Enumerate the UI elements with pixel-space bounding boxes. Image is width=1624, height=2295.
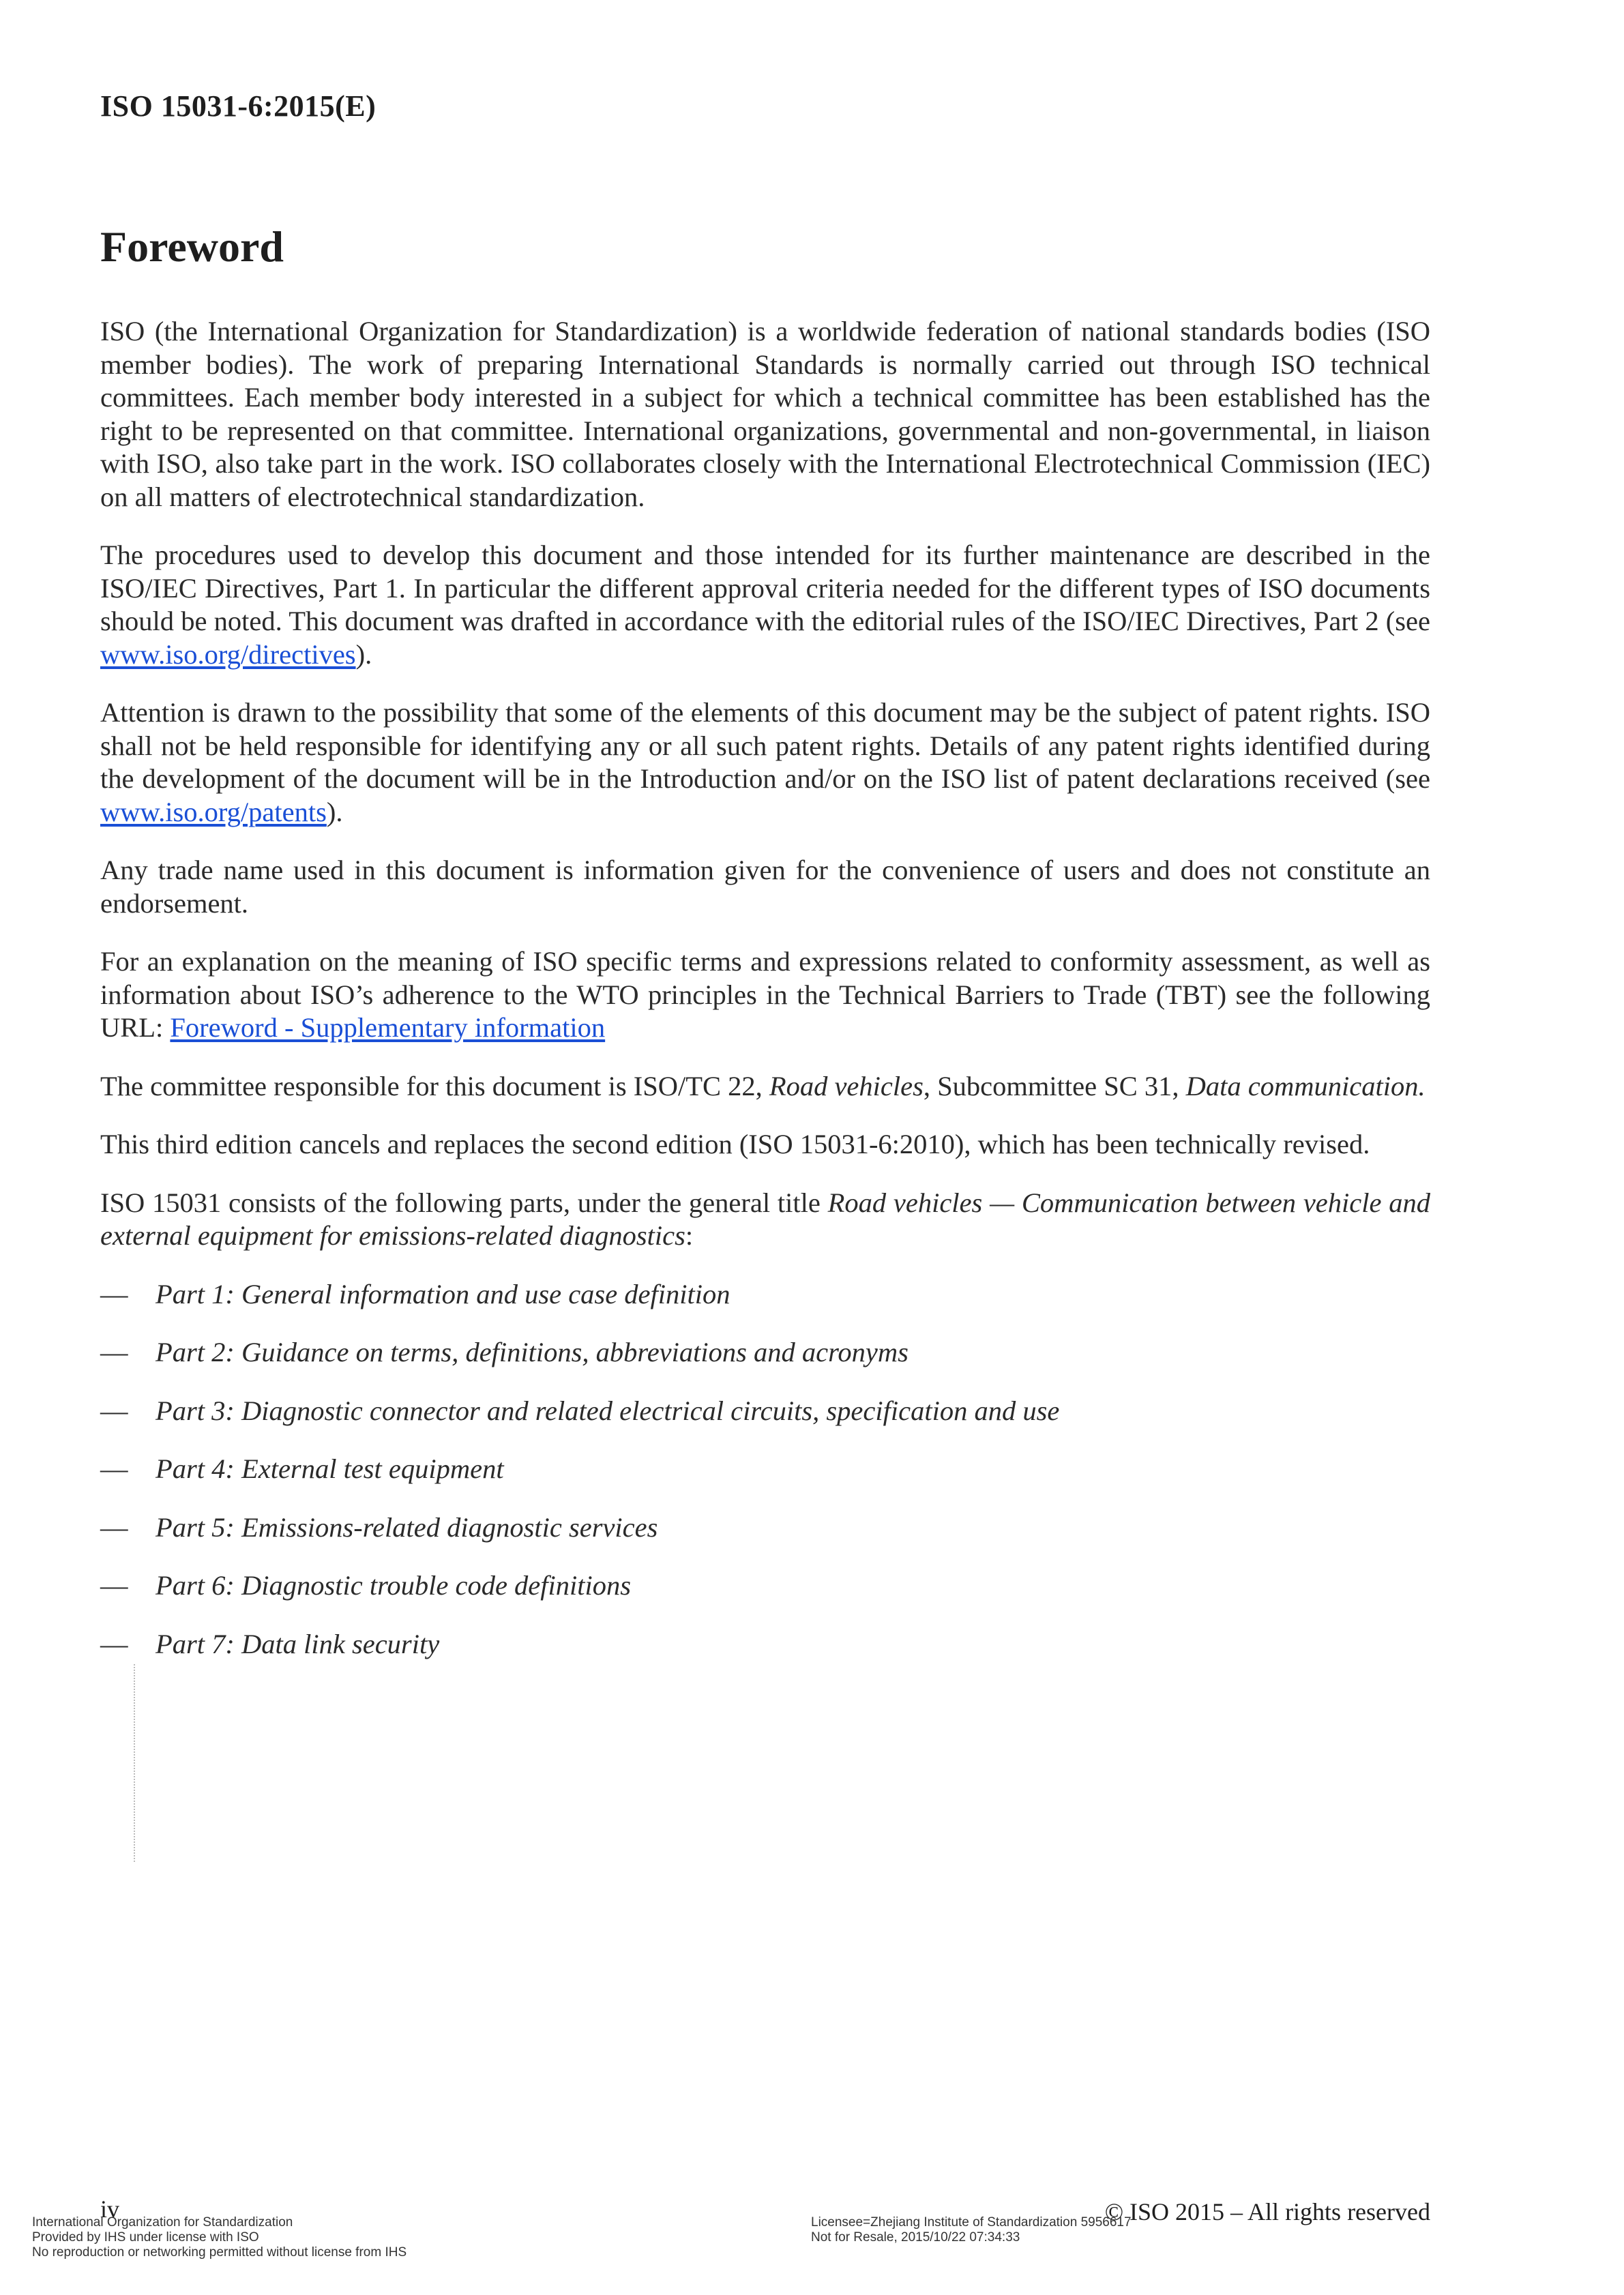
footer-line: Provided by IHS under license with ISO — [32, 2230, 259, 2245]
paragraph-patents — [100, 696, 1430, 829]
footer-line: Licensee=Zhejiang Institute of Standardization 5956617 — [811, 2215, 1132, 2230]
page-number: iv — [100, 2195, 120, 2223]
dash-bullet: — — [100, 1337, 128, 1367]
part-title: Part 4: External test equipment — [156, 1453, 504, 1484]
paragraph-text: ISO 15031 consists of the following parts, under the general title — [100, 1187, 828, 1218]
subcommittee-name: Data communication. — [1185, 1070, 1426, 1101]
list-item — [100, 1628, 1430, 1661]
dash-bullet: — — [100, 1628, 128, 1659]
list-item — [100, 1278, 1430, 1312]
paragraph-iso-intro: ISO (the International Organization for Standardization) is a worldwide federation of national standards bodies (ISO member bodies). The work of preparing International Standards is normally carried out through ISO technical committees. Each member body interested in a subject for which a technical committee has been established has the right to be represented on that committee. International organizations, governmental and non-governmental, in liaison with ISO, also take part in the work. ISO collaborates closely with the International Electrotechnical Commission (IEC) on all matters of electrotechnical standardization. — [100, 316, 1430, 512]
list-item — [100, 1453, 1430, 1486]
part-title: Part 1: General information and use case definition — [156, 1278, 730, 1309]
paragraph-text: ). — [355, 638, 372, 670]
list-item — [100, 1395, 1430, 1428]
paragraph-text: , Subcommittee SC 31, — [923, 1070, 1186, 1101]
paragraph-text: The procedures used to develop this document and those intended for its further maintenance are described in the ISO/IEC Directives, Part 1. In particular the different approval criteria needed for the different types of ISO documents should be noted. This document was drafted in accordance with the editorial rules of the ISO/IEC Directives, Part 2 (see — [100, 539, 1430, 636]
paragraph-parts-intro — [100, 1187, 1430, 1253]
supplementary-info-link[interactable]: Foreword - Supplementary information — [170, 1012, 606, 1043]
paragraph-text: For an explanation on the meaning of ISO specific terms and expressions related to conformity assessment, as well as information about ISO’s adherence to the WTO principles in the Technical Barriers to Trade (TBT) see the following URL: — [100, 946, 1430, 1043]
parts-list — [100, 1278, 1430, 1661]
dash-bullet: — — [100, 1395, 128, 1426]
dotted-margin-mark — [134, 1664, 135, 1862]
foreword-body — [100, 315, 1430, 1686]
paragraph-text: : — [685, 1220, 694, 1251]
footer-line: No reproduction or networking permitted without license from IHS — [32, 2245, 407, 2260]
part-title: Part 6: Diagnostic trouble code definitions — [156, 1570, 632, 1601]
dash-bullet: — — [100, 1511, 128, 1543]
footer-line: Not for Resale, 2015/10/22 07:34:33 — [811, 2230, 1020, 2245]
paragraph-text: The committee responsible for this document is ISO/TC 22, — [100, 1070, 769, 1101]
paragraph-text: Attention is drawn to the possibility that some of the elements of this document may be the subject of patent rights. ISO shall not be held responsible for identifying any or all such patent rights. Details of any patent rights identified during the development of the document will be in the Introduction and/or on the ISO list of patent declarations received (see — [100, 697, 1430, 794]
copyright-notice: © ISO 2015 – All rights reserved — [1104, 2198, 1430, 2225]
directives-link[interactable]: www.iso.org/directives — [100, 638, 356, 670]
dash-bullet: — — [100, 1453, 128, 1484]
general-title: Road vehicles — Communication between vehicle and external equipment for emissions-related diagnostics — [100, 1187, 1430, 1251]
paragraph-trade-name: Any trade name used in this document is information given for the convenience of users and does not constitute an endorsement. — [100, 855, 1430, 919]
footer-line: International Organization for Standardization — [32, 2215, 293, 2230]
document-id-header: ISO 15031-6:2015(E) — [100, 89, 377, 123]
patents-link[interactable]: www.iso.org/patents — [100, 796, 327, 827]
committee-name: Road vehicles — [769, 1070, 924, 1101]
dash-bullet: — — [100, 1278, 128, 1309]
part-title: Part 7: Data link security — [156, 1628, 440, 1659]
list-item — [100, 1511, 1430, 1545]
page-title: Foreword — [100, 222, 284, 271]
license-footer-left — [32, 2215, 407, 2260]
part-title: Part 5: Emissions-related diagnostic services — [156, 1511, 658, 1543]
list-item — [100, 1336, 1430, 1369]
part-title: Part 3: Diagnostic connector and related electrical circuits, specification and use — [156, 1395, 1060, 1426]
paragraph-conformity — [100, 945, 1430, 1045]
paragraph-text: ). — [326, 796, 343, 827]
paragraph-committee — [100, 1070, 1430, 1104]
dash-bullet: — — [100, 1570, 128, 1601]
license-footer-middle — [811, 2215, 1132, 2245]
paragraph-edition: This third edition cancels and replaces the second edition (ISO 15031-6:2010), which has been technically revised. — [100, 1129, 1370, 1159]
list-item — [100, 1569, 1430, 1603]
part-title: Part 2: Guidance on terms, definitions, abbreviations and acronyms — [156, 1337, 909, 1367]
paragraph-procedures — [100, 539, 1430, 671]
